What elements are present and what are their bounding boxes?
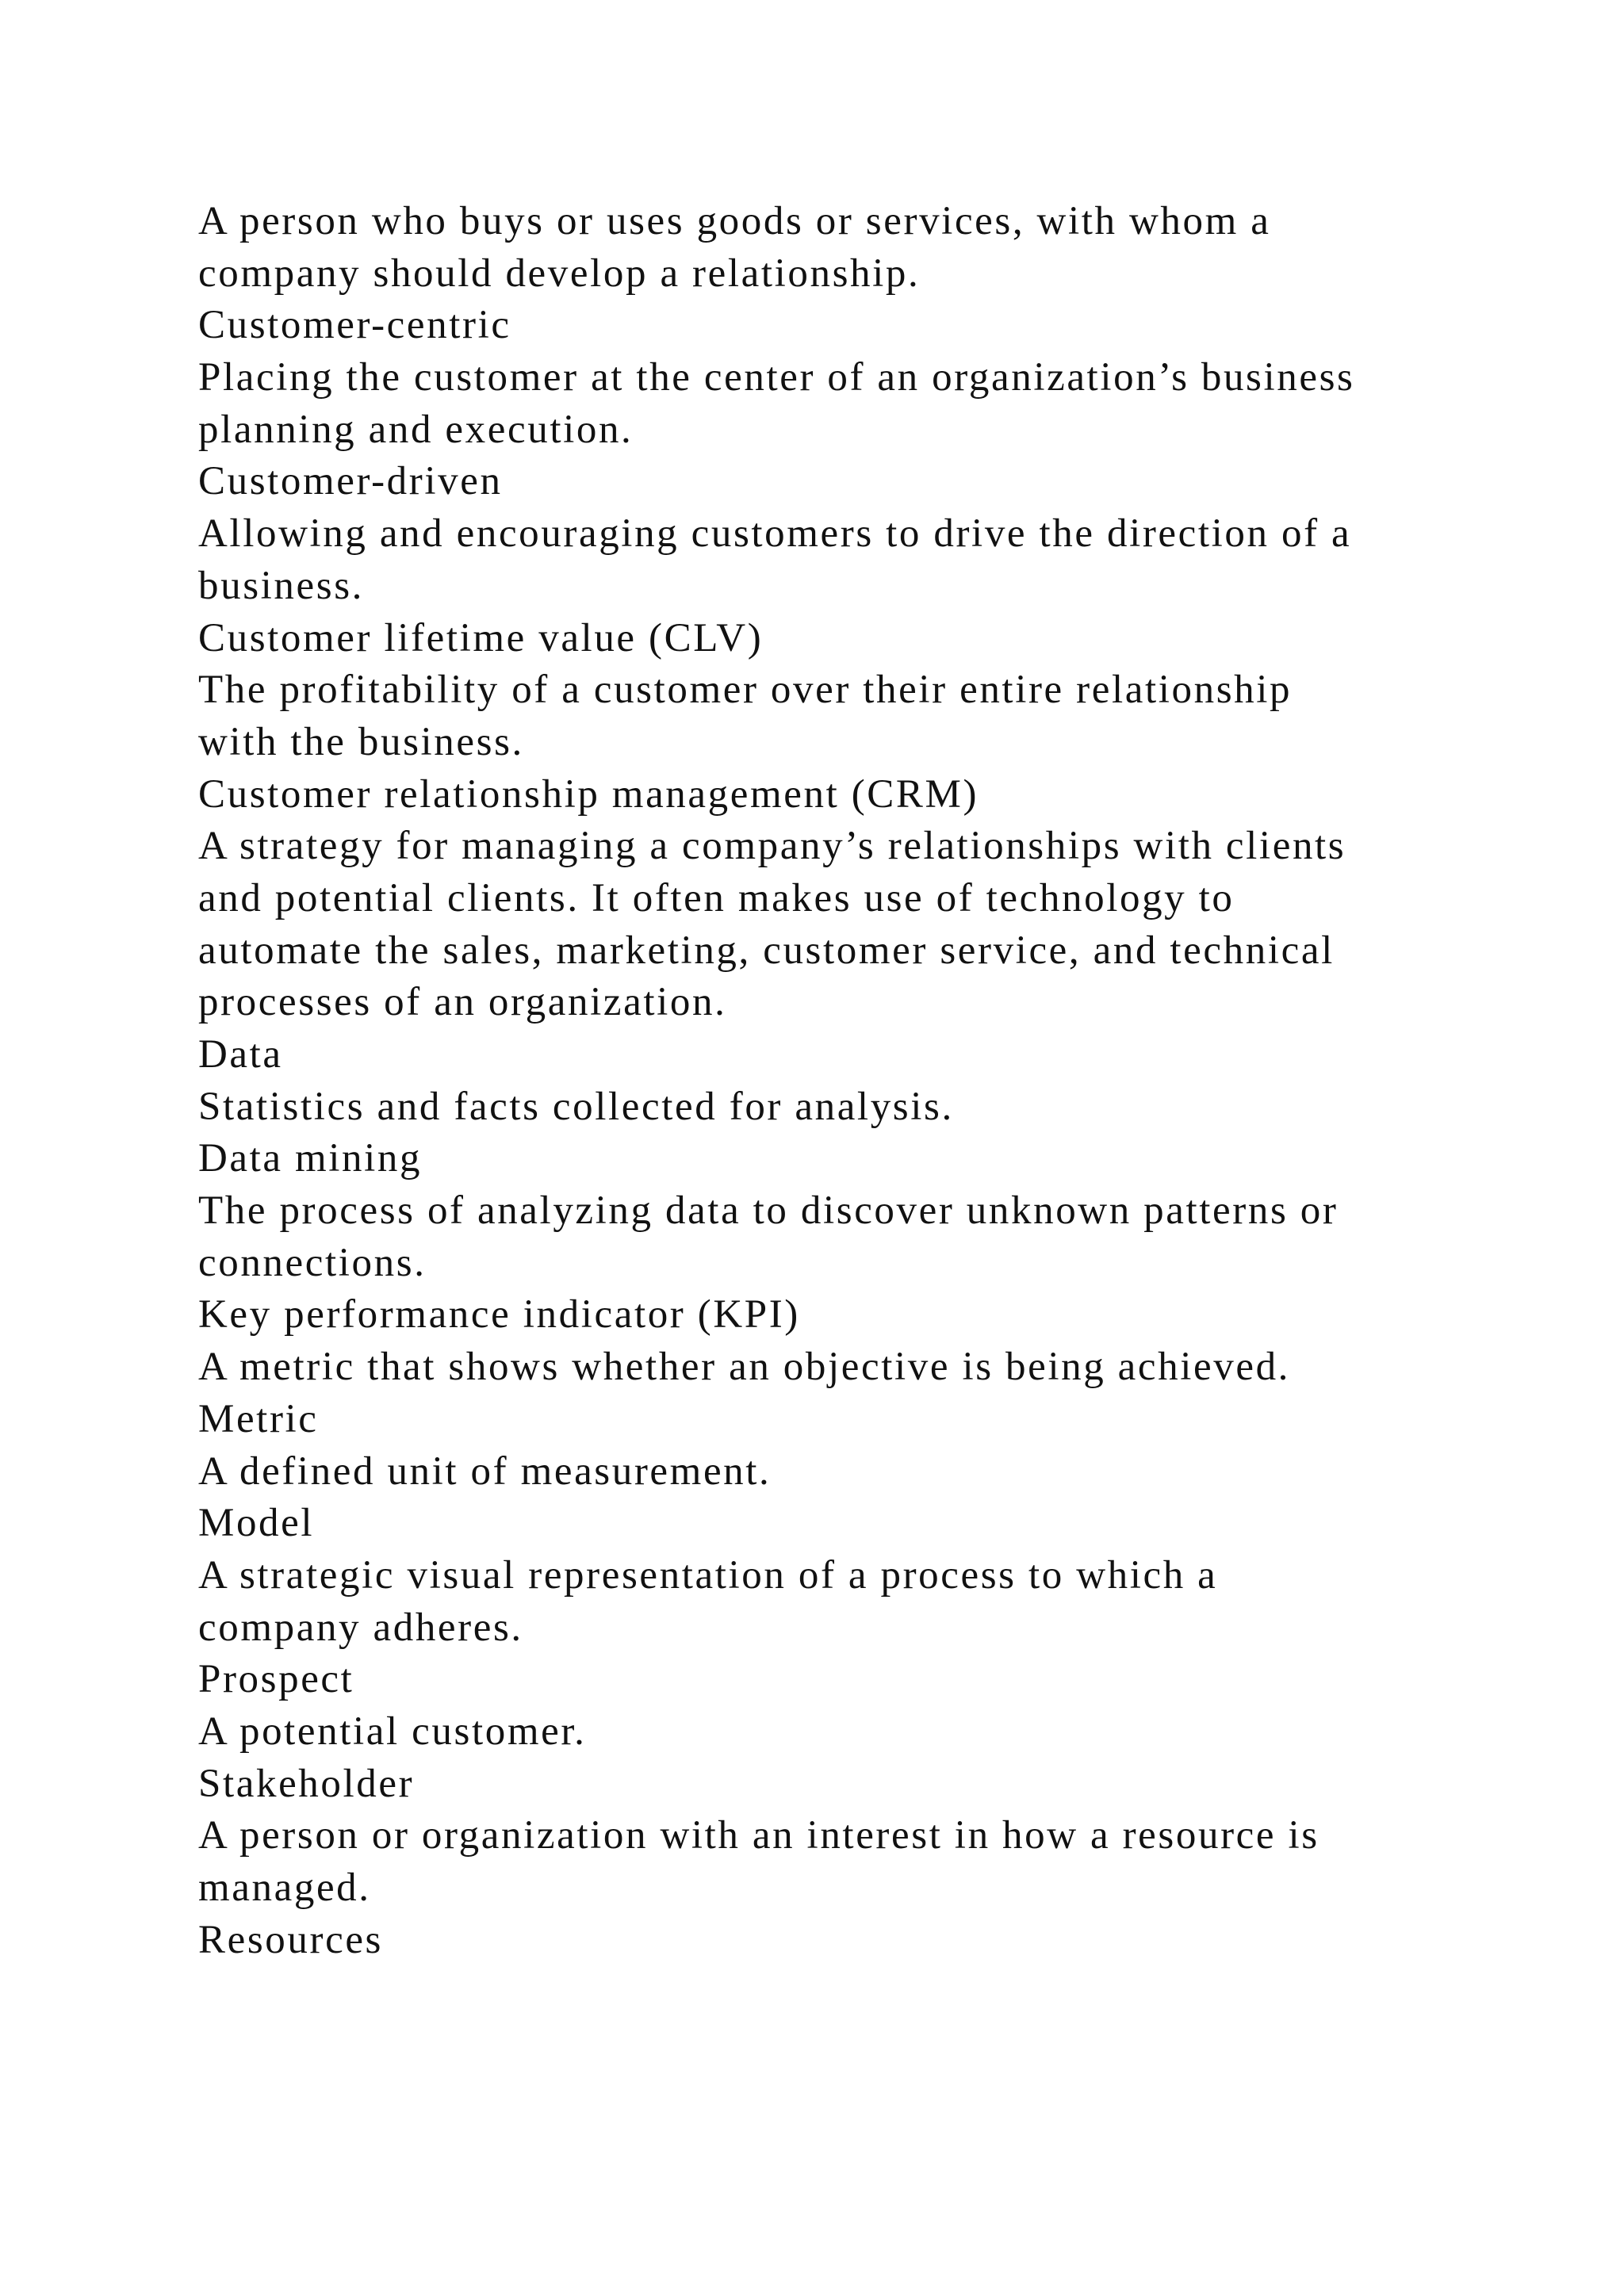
- term-heading: Customer lifetime value (CLV): [198, 615, 764, 660]
- definition-text: managed.: [198, 1866, 371, 1910]
- document-body: [198, 196, 1483, 1966]
- definition-text: and potential clients. It often makes use of technology to: [198, 875, 1235, 920]
- definition-text: with the business.: [198, 719, 524, 764]
- definition-text: company adheres.: [198, 1605, 523, 1650]
- term-heading: Metric: [198, 1396, 319, 1441]
- definition-text: The profitability of a customer over their entire relationship: [198, 668, 1293, 713]
- definition-text: processes of an organization.: [198, 980, 727, 1025]
- definition-text: A metric that shows whether an objective is being achieved.: [198, 1345, 1291, 1390]
- definition-text: A person who buys or uses goods or services, with whom a: [198, 199, 1271, 243]
- term-heading: Customer-centric: [198, 303, 511, 348]
- definition-text: planning and execution.: [198, 407, 634, 452]
- term-heading: Customer-driven: [198, 459, 503, 504]
- definition-text: automate the sales, marketing, customer service, and technical: [198, 928, 1335, 973]
- term-heading: Data: [198, 1032, 283, 1077]
- definition-text: A defined unit of measurement.: [198, 1448, 772, 1494]
- definition-text: A potential customer.: [198, 1709, 587, 1754]
- term-heading: Customer relationship management (CRM): [198, 771, 979, 817]
- term-heading: Data mining: [198, 1136, 423, 1181]
- definition-text: Placing the customer at the center of an organization’s business: [198, 355, 1355, 400]
- definition-text: connections.: [198, 1240, 427, 1285]
- definition-text: A strategy for managing a company’s relationships with clients: [198, 824, 1346, 869]
- definition-text: business.: [198, 563, 364, 608]
- term-heading: Prospect: [198, 1657, 354, 1702]
- definition-text: The process of analyzing data to discover unknown patterns or: [198, 1188, 1339, 1234]
- definition-text: A strategic visual representation of a process to which a: [198, 1552, 1218, 1598]
- definition-text: company should develop a relationship.: [198, 251, 921, 296]
- definition-text: A person or organization with an interest in how a resource is: [198, 1813, 1320, 1858]
- definition-text: Statistics and facts collected for analysis.: [198, 1084, 954, 1129]
- term-heading: Resources: [198, 1917, 384, 1962]
- definition-text: Allowing and encouraging customers to drive the direction of a: [198, 511, 1352, 557]
- term-heading: Stakeholder: [198, 1761, 415, 1806]
- term-heading: Key performance indicator (KPI): [198, 1292, 800, 1337]
- term-heading: Model: [198, 1501, 315, 1546]
